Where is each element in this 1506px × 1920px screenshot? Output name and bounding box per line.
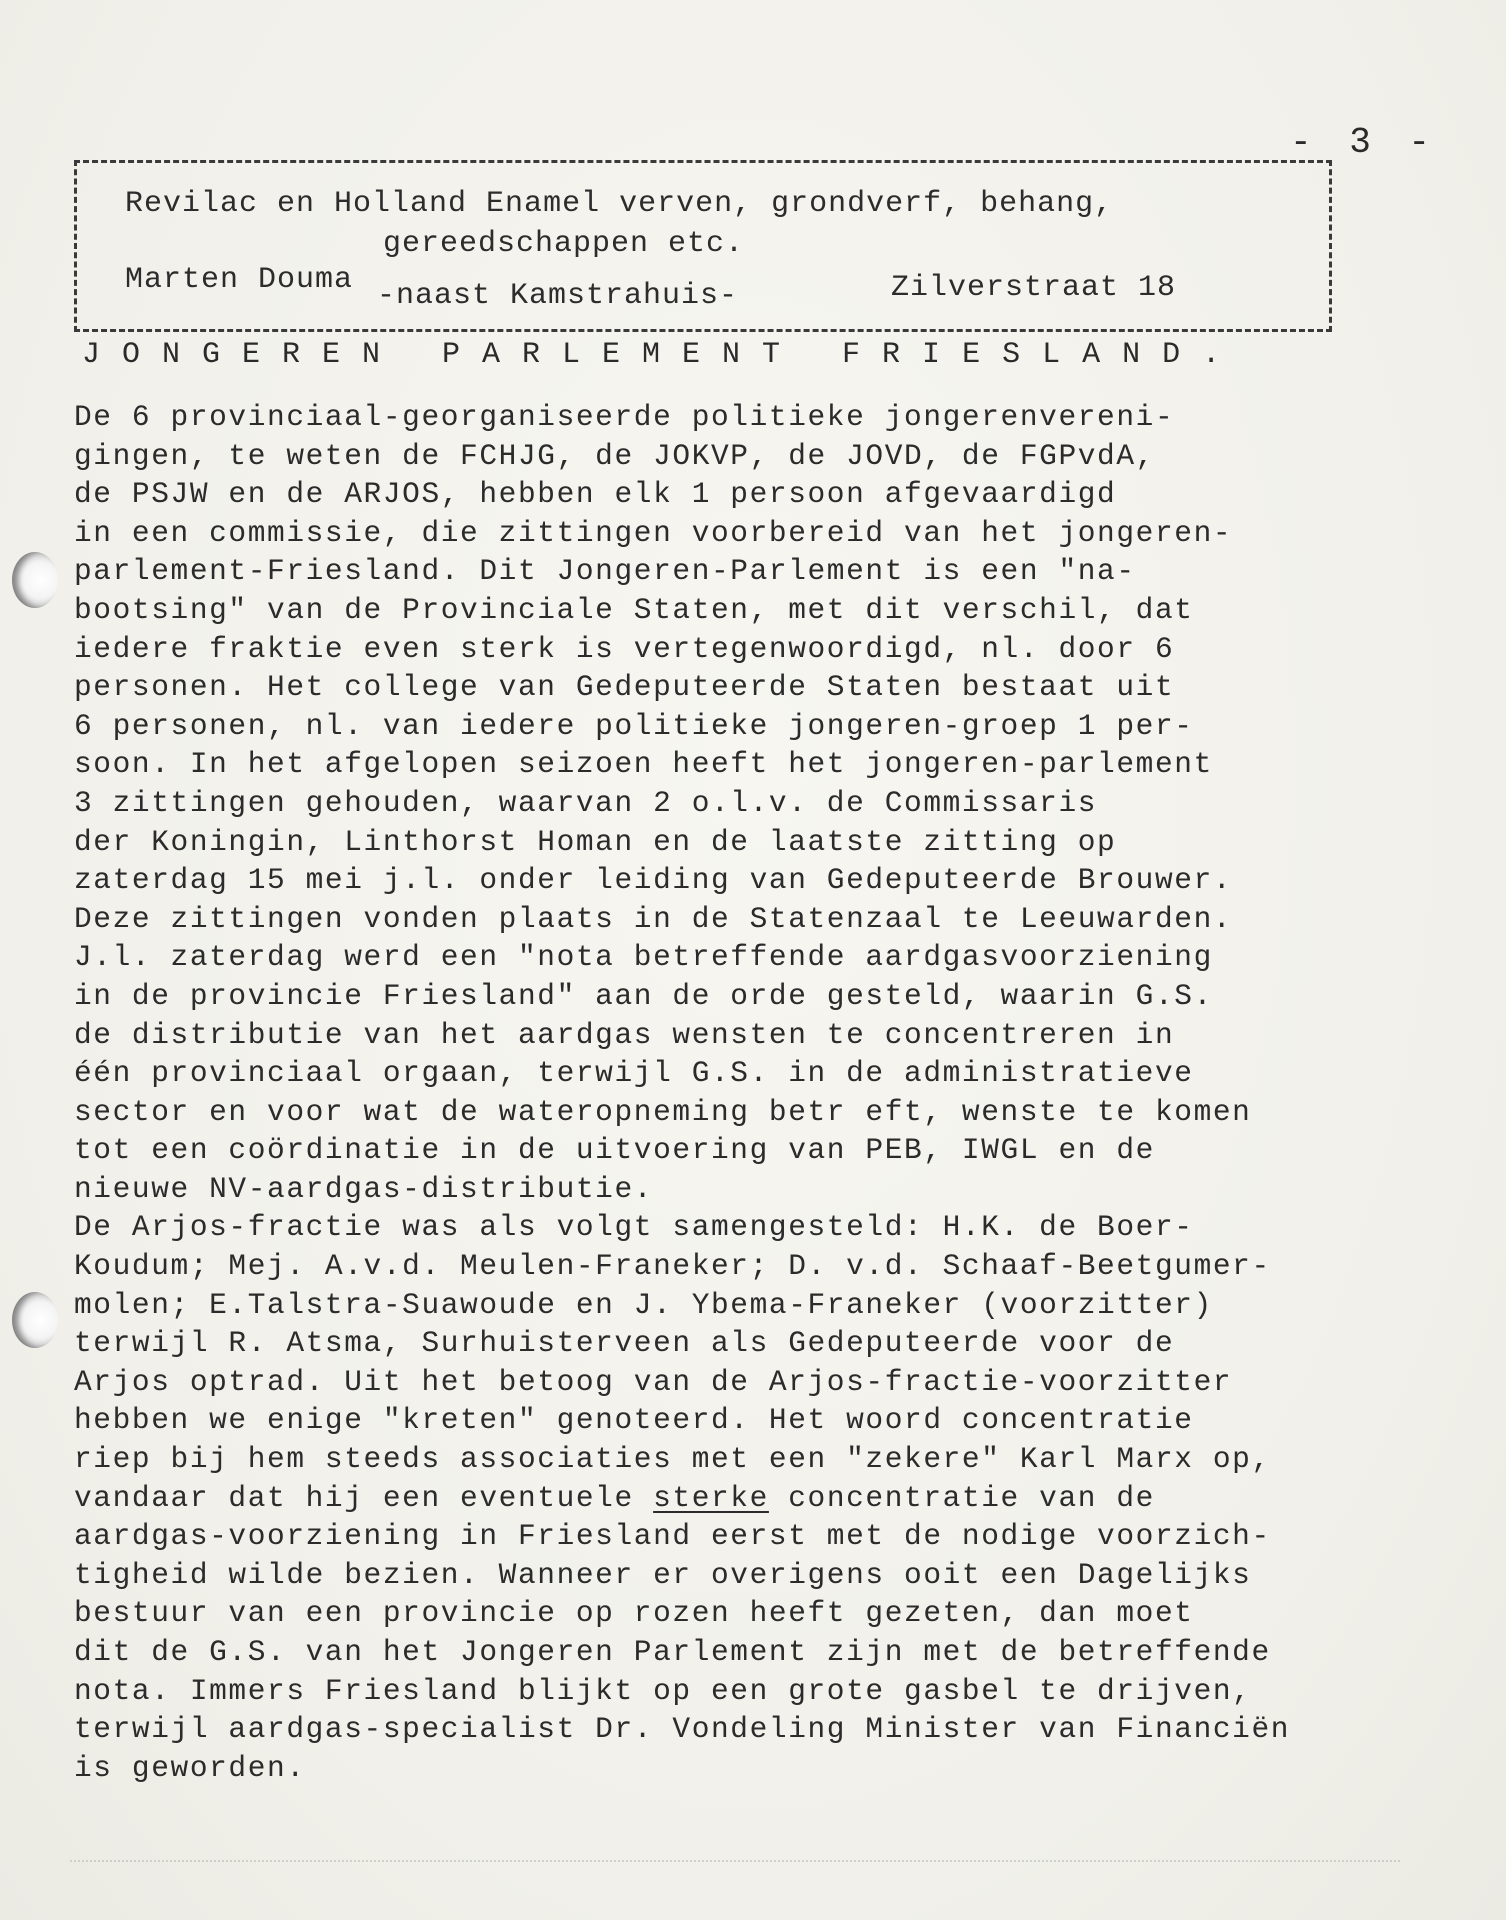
body-line: der Koningin, Linthorst Homan en de laatste zitting op <box>74 824 1117 859</box>
body-line: 3 zittingen gehouden, waarvan 2 o.l.v. de Commissaris <box>74 785 1098 820</box>
body-line: sector en voor wat de wateropneming betr eft, wenste te komen <box>74 1094 1252 1129</box>
page-number: - 3 - <box>1290 122 1439 163</box>
ad-location-note: -naast Kamstrahuis- <box>377 279 739 313</box>
article-body <box>74 398 1414 1787</box>
body-line: gingen, te weten de FCHJG, de JOKVP, de JOVD, de FGPvdA, <box>74 438 1155 473</box>
advertisement-box <box>74 160 1332 332</box>
punch-hole-top <box>12 552 58 608</box>
body-line: in de provincie Friesland" aan de orde gesteld, waarin G.S. <box>74 978 1213 1013</box>
body-line: dit de G.S. van het Jongeren Parlement zijn met de betreffende <box>74 1635 1271 1669</box>
ad-line-2: gereedschappen etc. <box>383 227 745 261</box>
body-line: in een commissie, die zittingen voorbereid van het jongeren- <box>74 515 1233 550</box>
body-line: de distributie van het aardgas wensten te concentreren in <box>74 1017 1175 1052</box>
line-segment: vandaar dat hij een eventuele <box>74 1480 654 1515</box>
body-line: De Arjos-fractie was als volgt samengesteld: H.K. de Boer- <box>74 1210 1194 1245</box>
body-line: J.l. zaterdag werd een "nota betreffende aardgasvoorziening <box>74 940 1213 975</box>
body-line: nota. Immers Friesland blijkt op een grote gasbel te drijven, <box>74 1673 1252 1708</box>
body-line: soon. In het afgelopen seizoen heeft het jongeren-parlement <box>74 747 1213 782</box>
underlined-word: sterke <box>653 1480 769 1515</box>
body-line: Deze zittingen vonden plaats in de Statenzaal te Leeuwarden. <box>74 901 1233 936</box>
ad-line-1: Revilac en Holland Enamel verven, grondverf, behang, <box>125 187 1114 221</box>
body-line: terwijl R. Atsma, Surhuisterveen als Gedeputeerde voor de <box>74 1326 1175 1361</box>
article-heading: JONGEREN PARLEMENT FRIESLAND. <box>82 338 1243 372</box>
body-line: molen; E.Talstra-Suawoude en J. Ybema-Franeker (voorzitter) <box>74 1287 1213 1322</box>
body-line: tot een coördinatie in de uitvoering van PEB, IWGL en de <box>74 1133 1155 1168</box>
body-line: terwijl aardgas-specialist Dr. Vondeling Minister van Financiën <box>74 1712 1291 1747</box>
line-segment: concentratie van de <box>768 1480 1155 1515</box>
body-line: tigheid wilde bezien. Wanneer er overigens ooit een Dagelijks <box>74 1557 1252 1592</box>
body-line: personen. Het college van Gedeputeerde Staten bestaat uit <box>74 670 1175 705</box>
body-line: 6 personen, nl. van iedere politieke jongeren-groep 1 per- <box>74 708 1194 743</box>
body-line: bootsing" van de Provinciale Staten, met dit verschil, dat <box>74 592 1194 627</box>
bottom-dotted-trace <box>70 1860 1400 1864</box>
body-line: is geworden. <box>74 1750 306 1785</box>
body-line: bestuur van een provincie op rozen heeft gezeten, dan moet <box>74 1596 1194 1631</box>
body-line: Arjos optrad. Uit het betoog van de Arjos-fractie-voorzitter <box>74 1364 1233 1399</box>
body-line: Koudum; Mej. A.v.d. Meulen-Franeker; D. v.d. Schaaf-Beetgumer- <box>74 1249 1271 1284</box>
ad-shop-name: Marten Douma <box>125 263 354 297</box>
body-line: iedere fraktie even sterk is vertegenwoordigd, nl. door 6 <box>74 631 1175 666</box>
body-line: De 6 provinciaal-georganiseerde politieke jongerenvereni- <box>74 400 1175 434</box>
body-line: nieuwe NV-aardgas-distributie. <box>74 1171 654 1206</box>
ad-address: Zilverstraat 18 <box>891 271 1177 305</box>
body-line: één provinciaal orgaan, terwijl G.S. in de administratieve <box>74 1056 1194 1091</box>
body-line-underlined <box>74 1479 1414 1518</box>
body-line: aardgas-voorziening in Friesland eerst met de nodige voorzich- <box>74 1519 1271 1554</box>
punch-hole-bottom <box>12 1292 58 1348</box>
body-line: parlement-Friesland. Dit Jongeren-Parlement is een "na- <box>74 554 1136 589</box>
body-line: de PSJW en de ARJOS, hebben elk 1 persoon afgevaardigd <box>74 477 1117 512</box>
body-line: riep bij hem steeds associaties met een "zekere" Karl Marx op, <box>74 1442 1271 1477</box>
body-line: zaterdag 15 mei j.l. onder leiding van Gedeputeerde Brouwer. <box>74 863 1233 898</box>
body-line: hebben we enige "kreten" genoteerd. Het woord concentratie <box>74 1403 1194 1438</box>
